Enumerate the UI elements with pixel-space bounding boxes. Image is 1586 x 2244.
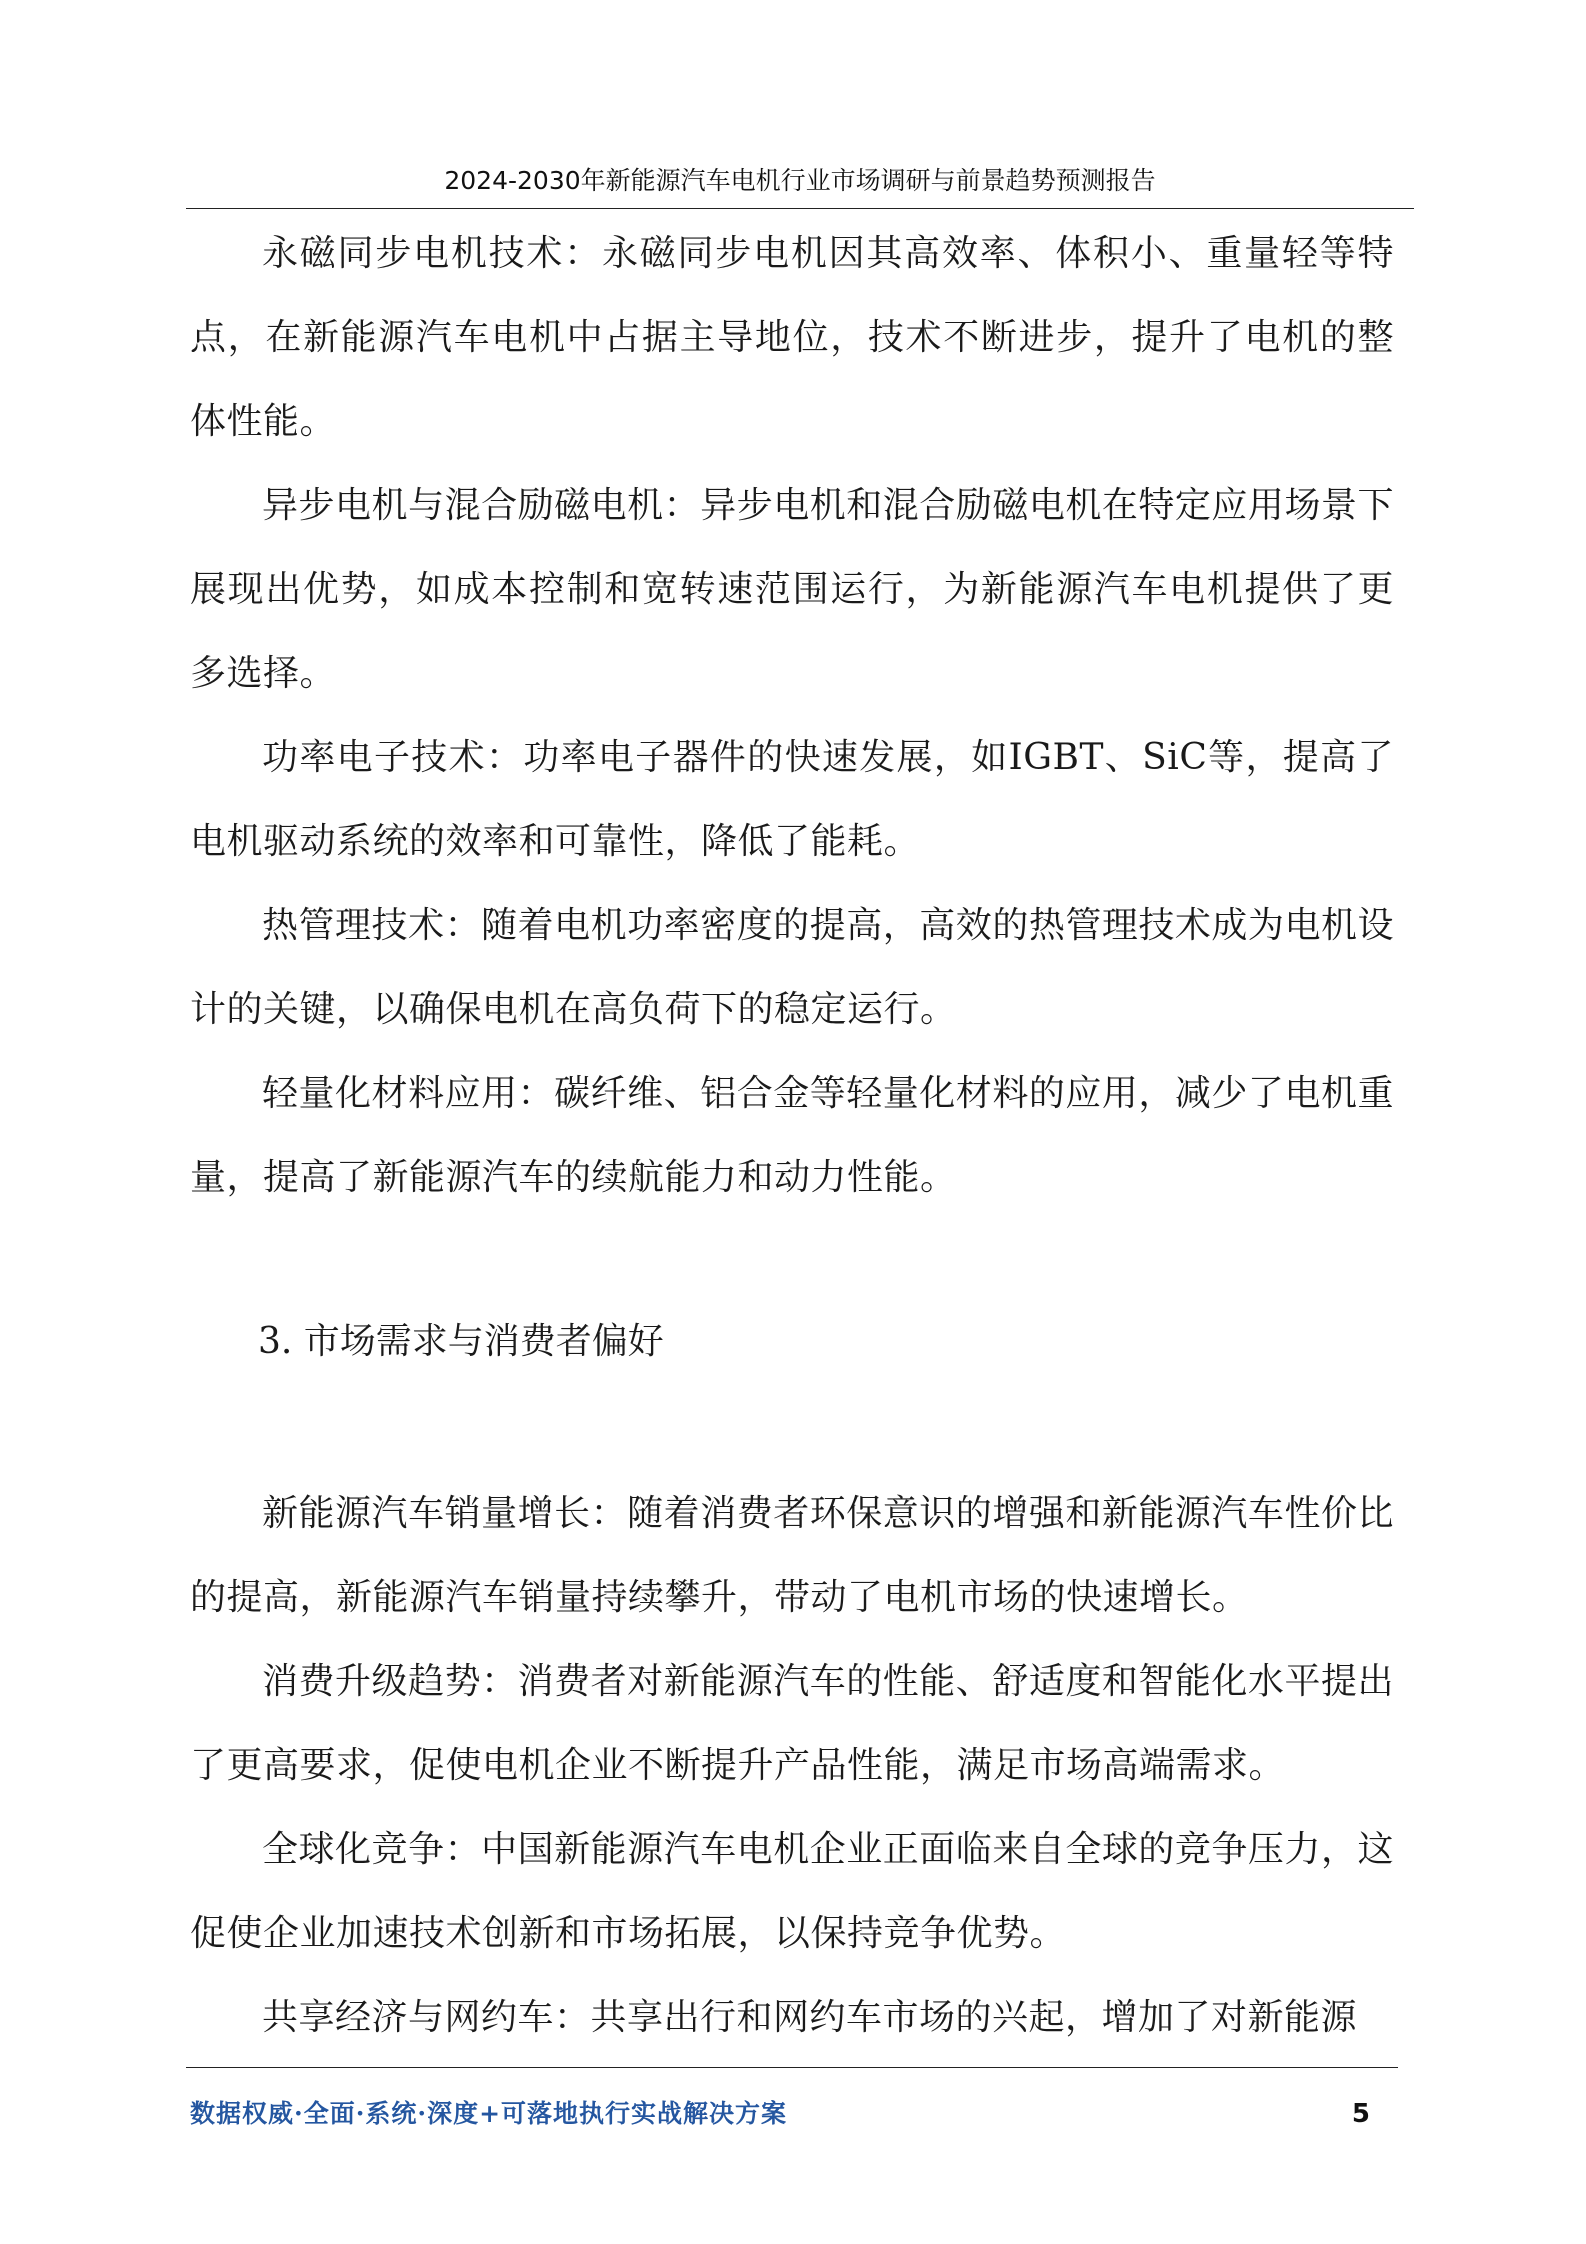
section-heading: 3. 市场需求与消费者偏好 xyxy=(258,1321,664,1362)
footer-divider xyxy=(186,2067,1398,2068)
paragraph-async-hybrid-motor: 异步电机与混合励磁电机：异步电机和混合励磁电机在特定应用场景下展现出优势，如成本控制和宽转速范围运行，为新能源汽车电机提供了更多选择。 xyxy=(190,485,1394,694)
paragraph-sharing-economy: 共享经济与网约车：共享出行和网约车市场的兴起，增加了对新能源 xyxy=(262,1997,1358,2038)
paragraph-power-electronics: 功率电子技术：功率电子器件的快速发展，如IGBT、SiC等，提高了电机驱动系统的效率和可靠性，降低了能耗。 xyxy=(190,737,1394,862)
body-text-bottom xyxy=(190,1472,1394,2060)
body-text-top xyxy=(190,212,1394,1220)
header-divider xyxy=(186,208,1414,209)
paragraph-global-competition: 全球化竞争：中国新能源汽车电机企业正面临来自全球的竞争压力，这促使企业加速技术创新和市场拓展，以保持竞争优势。 xyxy=(190,1829,1394,1954)
page-header-title: 2024-2030年新能源汽车电机行业市场调研与前景趋势预测报告 xyxy=(444,166,1156,195)
footer-slogan: 数据权威·全面·系统·深度+可落地执行实战解决方案 xyxy=(190,2099,788,2128)
paragraph-thermal-management: 热管理技术：随着电机功率密度的提高，高效的热管理技术成为电机设计的关键，以确保电机在高负荷下的稳定运行。 xyxy=(190,905,1394,1030)
page-number: 5 xyxy=(1351,2099,1370,2129)
paragraph-lightweight-materials: 轻量化材料应用：碳纤维、铝合金等轻量化材料的应用，减少了电机重量，提高了新能源汽车的续航能力和动力性能。 xyxy=(190,1073,1394,1198)
paragraph-pmsm-technology: 永磁同步电机技术：永磁同步电机因其高效率、体积小、重量轻等特点，在新能源汽车电机中占据主导地位，技术不断进步，提升了电机的整体性能。 xyxy=(190,233,1394,442)
paragraph-consumption-upgrade: 消费升级趋势：消费者对新能源汽车的性能、舒适度和智能化水平提出了更高要求，促使电机企业不断提升产品性能，满足市场高端需求。 xyxy=(190,1661,1394,1786)
paragraph-sales-growth: 新能源汽车销量增长：随着消费者环保意识的增强和新能源汽车性价比的提高，新能源汽车销量持续攀升，带动了电机市场的快速增长。 xyxy=(190,1493,1394,1618)
